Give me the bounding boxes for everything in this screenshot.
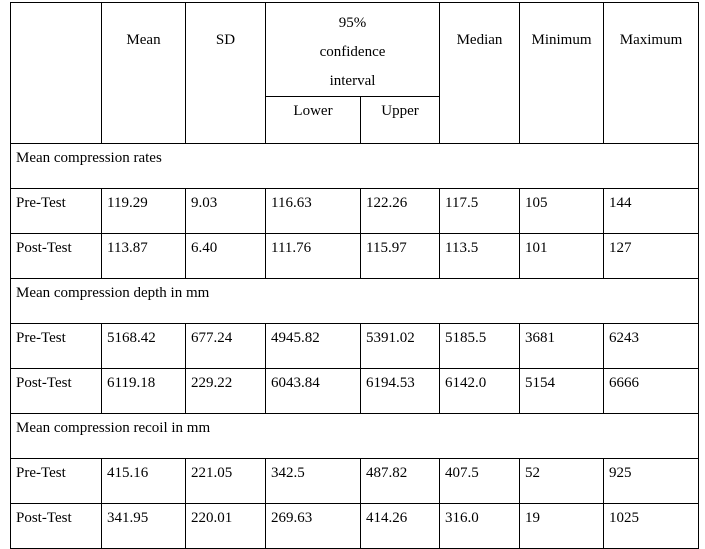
section-title: Mean compression depth in mm — [11, 279, 699, 324]
table-cell: 220.01 — [186, 504, 266, 549]
header-row — [11, 3, 699, 97]
table-cell: 52 — [520, 459, 604, 504]
table-cell: 113.5 — [440, 234, 520, 279]
table-cell: 115.97 — [361, 234, 440, 279]
header-median: Median — [440, 3, 520, 144]
table-cell: 6194.53 — [361, 369, 440, 414]
table-cell: 1025 — [604, 504, 699, 549]
row-label: Pre-Test — [11, 324, 102, 369]
table-cell: 415.16 — [102, 459, 186, 504]
statistics-table — [10, 2, 699, 549]
header-maximum: Maximum — [604, 3, 699, 144]
table-cell: 229.22 — [186, 369, 266, 414]
row-label: Pre-Test — [11, 189, 102, 234]
table-cell: 925 — [604, 459, 699, 504]
row-label: Pre-Test — [11, 459, 102, 504]
table-cell: 6043.84 — [266, 369, 361, 414]
table-cell: 6666 — [604, 369, 699, 414]
header-mean: Mean — [102, 3, 186, 144]
table-cell: 316.0 — [440, 504, 520, 549]
table-cell: 342.5 — [266, 459, 361, 504]
table-cell: 5185.5 — [440, 324, 520, 369]
table-cell: 116.63 — [266, 189, 361, 234]
header-sd: SD — [186, 3, 266, 144]
table-cell: 144 — [604, 189, 699, 234]
table-cell: 5168.42 — [102, 324, 186, 369]
table-row — [11, 234, 699, 279]
table-cell: 3681 — [520, 324, 604, 369]
table-row — [11, 324, 699, 369]
table-cell: 407.5 — [440, 459, 520, 504]
table-cell: 414.26 — [361, 504, 440, 549]
row-label: Post-Test — [11, 504, 102, 549]
table-cell: 6243 — [604, 324, 699, 369]
table-cell: 487.82 — [361, 459, 440, 504]
table-row — [11, 189, 699, 234]
table-cell: 5391.02 — [361, 324, 440, 369]
table-cell: 6142.0 — [440, 369, 520, 414]
section-row — [11, 144, 699, 189]
header-lower: Lower — [266, 97, 361, 144]
table-row — [11, 369, 699, 414]
header-confidence-interval: 95% confidence interval — [266, 3, 440, 97]
section-title: Mean compression recoil in mm — [11, 414, 699, 459]
row-label: Post-Test — [11, 234, 102, 279]
table-cell: 122.26 — [361, 189, 440, 234]
table-cell: 105 — [520, 189, 604, 234]
table-cell: 269.63 — [266, 504, 361, 549]
table-cell: 4945.82 — [266, 324, 361, 369]
table-cell: 119.29 — [102, 189, 186, 234]
table-cell: 6.40 — [186, 234, 266, 279]
section-row — [11, 414, 699, 459]
table-cell: 113.87 — [102, 234, 186, 279]
table-cell: 9.03 — [186, 189, 266, 234]
table-cell: 101 — [520, 234, 604, 279]
table-cell: 111.76 — [266, 234, 361, 279]
table-cell: 19 — [520, 504, 604, 549]
section-row — [11, 279, 699, 324]
header-empty-cell — [11, 3, 102, 144]
table-row — [11, 459, 699, 504]
header-upper: Upper — [361, 97, 440, 144]
table-cell: 6119.18 — [102, 369, 186, 414]
table-cell: 5154 — [520, 369, 604, 414]
section-title: Mean compression rates — [11, 144, 699, 189]
table-row — [11, 504, 699, 549]
table-cell: 677.24 — [186, 324, 266, 369]
table-cell: 117.5 — [440, 189, 520, 234]
row-label: Post-Test — [11, 369, 102, 414]
table-cell: 341.95 — [102, 504, 186, 549]
header-minimum: Minimum — [520, 3, 604, 144]
table-cell: 221.05 — [186, 459, 266, 504]
table-cell: 127 — [604, 234, 699, 279]
